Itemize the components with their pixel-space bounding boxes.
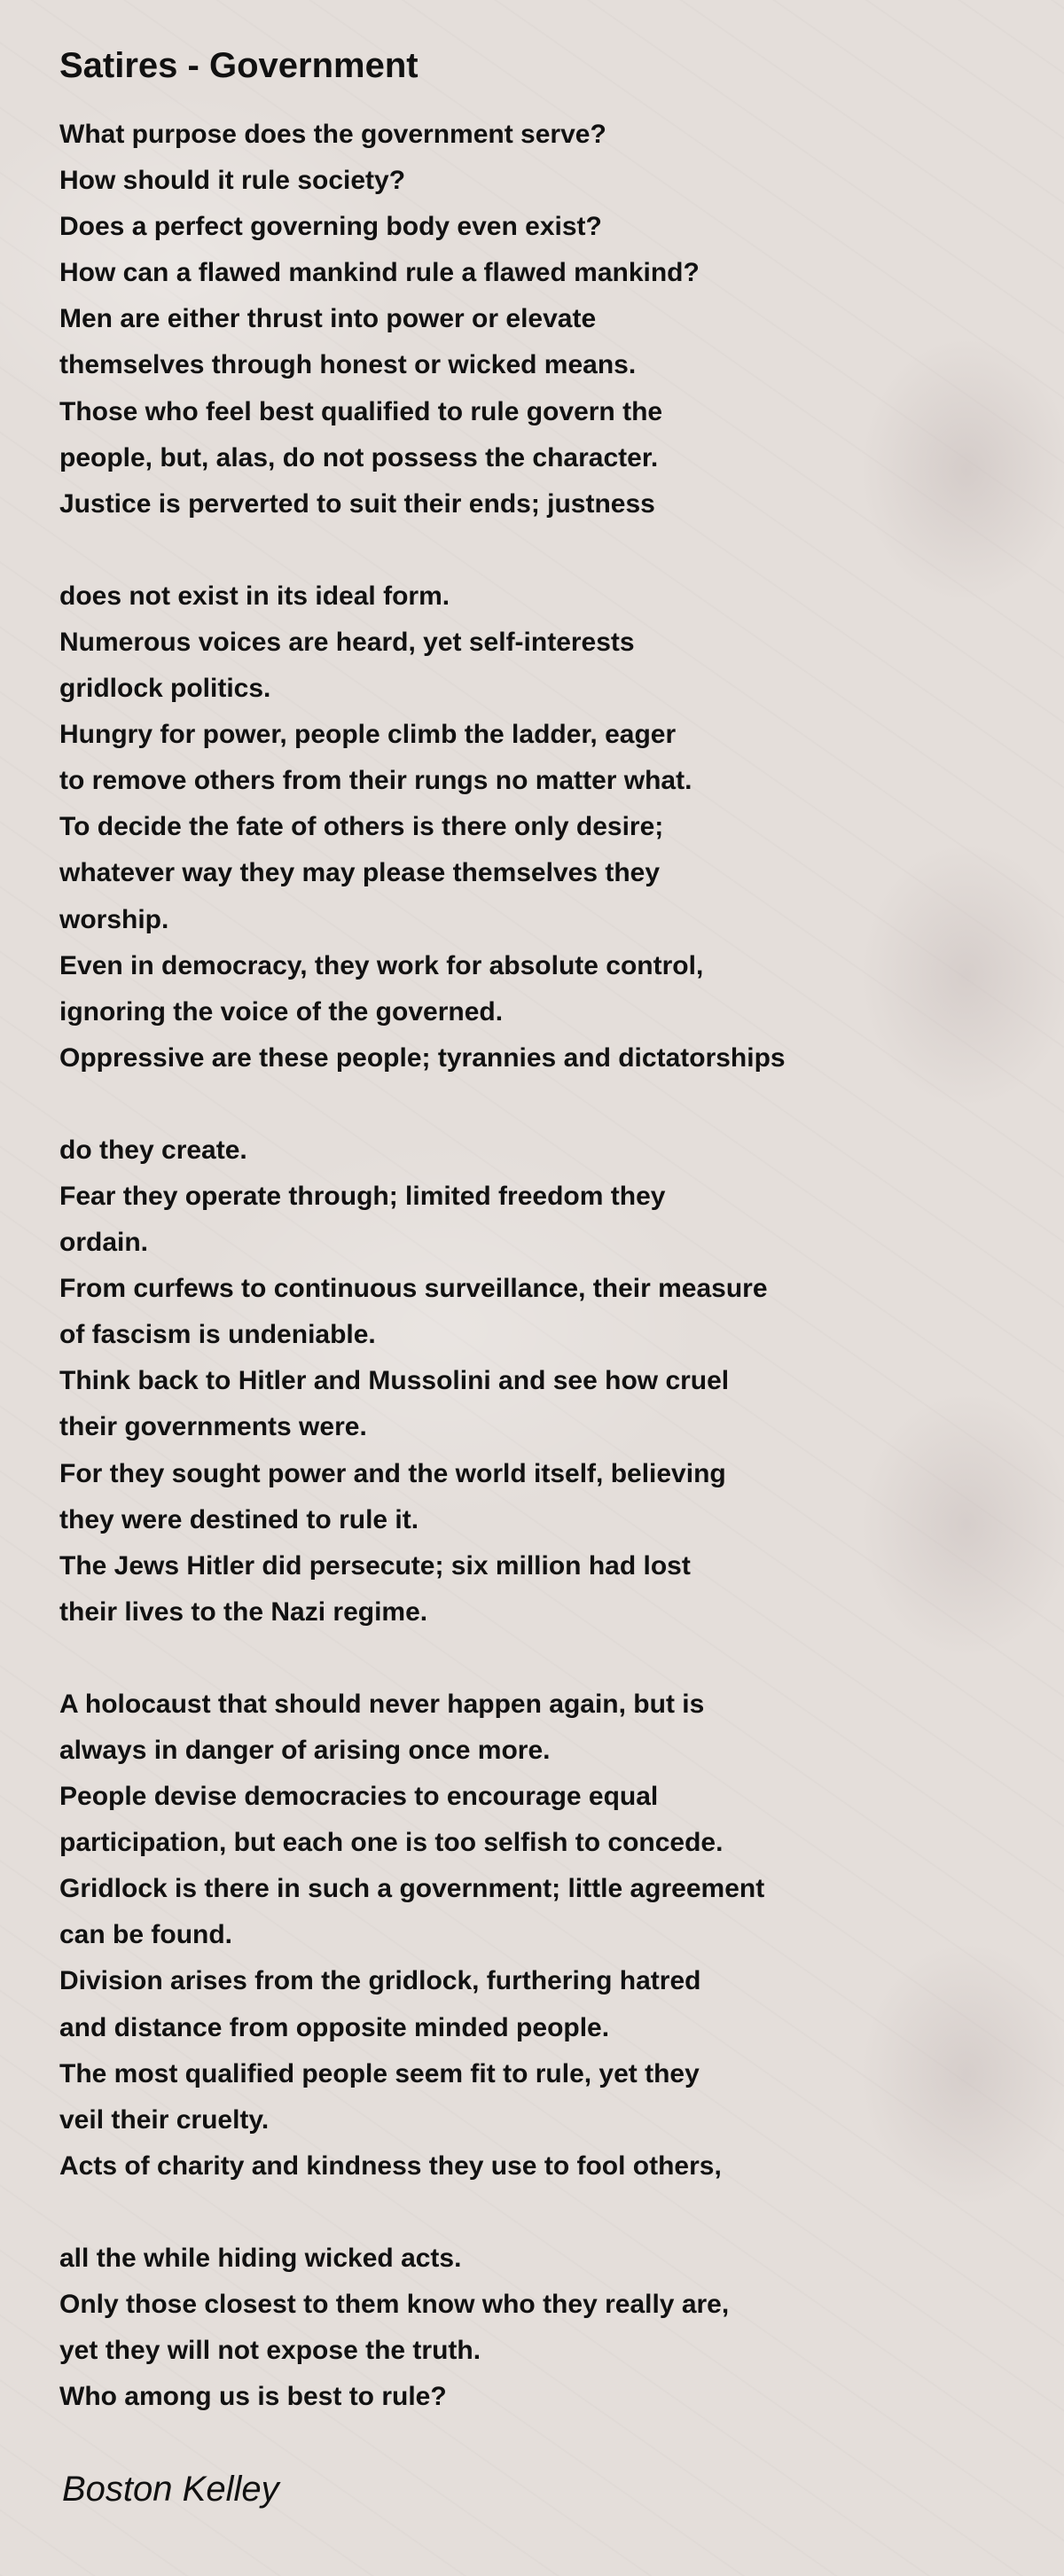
stanza [59, 112, 1017, 527]
poem-line: Does a perfect governing body even exist? [59, 212, 602, 242]
stanza [59, 1128, 1017, 1635]
poem-line: Division arises from the gridlock, furthering hatred [59, 1966, 701, 1996]
poem-line: can be found. [59, 1920, 232, 1950]
poem-line: Hungry for power, people climb the ladder, eager [59, 720, 677, 750]
poem-line: Men are either thrust into power or elevate [59, 304, 597, 334]
poem-line: themselves through honest or wicked means. [59, 350, 637, 380]
poem-line: Who among us is best to rule? [59, 2382, 447, 2412]
poem-line: Justice is perverted to suit their ends; justness [59, 488, 655, 519]
poem-line: Numerous voices are heard, yet self-interests [59, 627, 635, 657]
poem-line: gridlock politics. [59, 674, 271, 704]
poem-line: Gridlock is there in such a government; little agreement [59, 1874, 765, 1904]
poem-line: Those who feel best qualified to rule govern the [59, 396, 663, 426]
poem-line: To decide the fate of others is there only desire; [59, 812, 664, 842]
stanza [59, 574, 1017, 1081]
poem-line: participation, but each one is too selfish to concede. [59, 1828, 724, 1858]
poem-author: Boston Kelley [62, 2470, 279, 2510]
poem-line: The Jews Hitler did persecute; six million had lost [59, 1550, 691, 1581]
poem-line: ordain. [59, 1228, 149, 1258]
stanza [59, 1682, 1017, 2190]
poem-line: whatever way they may please themselves they [59, 858, 661, 888]
poem-line: How should it rule society? [59, 166, 406, 196]
poem-line: yet they will not expose the truth. [59, 2336, 481, 2366]
poem-line: A holocaust that should never happen again, but is [59, 1689, 705, 1719]
poem-line: of fascism is undeniable. [59, 1320, 376, 1350]
poem-line: For they sought power and the world itself, believing [59, 1458, 726, 1488]
poem-line: to remove others from their rungs no matter what. [59, 766, 692, 796]
poem-container [59, 43, 1017, 2512]
poem-line: does not exist in its ideal form. [59, 581, 450, 611]
poem-line: ignoring the voice of the governed. [59, 996, 504, 1026]
poem-line: What purpose does the government serve? [59, 120, 606, 149]
poem-line: they were destined to rule it. [59, 1504, 419, 1534]
poem-line: veil their cruelty. [59, 2104, 270, 2135]
poem-line: Only those closest to them know who they really are, [59, 2290, 730, 2320]
poem-line: and distance from opposite minded people. [59, 2012, 610, 2042]
stanza [59, 2236, 1017, 2420]
poem-title: Satires - Government [59, 46, 419, 85]
poem-line: worship. [59, 904, 169, 934]
poem-line: Fear they operate through; limited freedom they [59, 1181, 666, 1211]
poem-line: From curfews to continuous surveillance, their measure [59, 1274, 768, 1304]
poem-line: Oppressive are these people; tyrannies and dictatorships [59, 1042, 786, 1073]
poem-line: Acts of charity and kindness they use to fool others, [59, 2151, 722, 2181]
poem-line: their governments were. [59, 1412, 367, 1442]
poem-line: People devise democracies to encourage equal [59, 1782, 659, 1812]
poem-line: always in danger of arising once more. [59, 1736, 551, 1765]
poem-line: The most qualified people seem fit to rule, yet they [59, 2058, 700, 2088]
poem-line: their lives to the Nazi regime. [59, 1596, 428, 1627]
poem-line: Think back to Hitler and Mussolini and see how cruel [59, 1366, 730, 1396]
poem-line: How can a flawed mankind rule a flawed mankind? [59, 258, 700, 288]
poem-line: all the while hiding wicked acts. [59, 2243, 462, 2273]
poem-line: Even in democracy, they work for absolute control, [59, 950, 704, 980]
poem-line: do they create. [59, 1135, 247, 1165]
poem-line: people, but, alas, do not possess the character. [59, 442, 659, 472]
